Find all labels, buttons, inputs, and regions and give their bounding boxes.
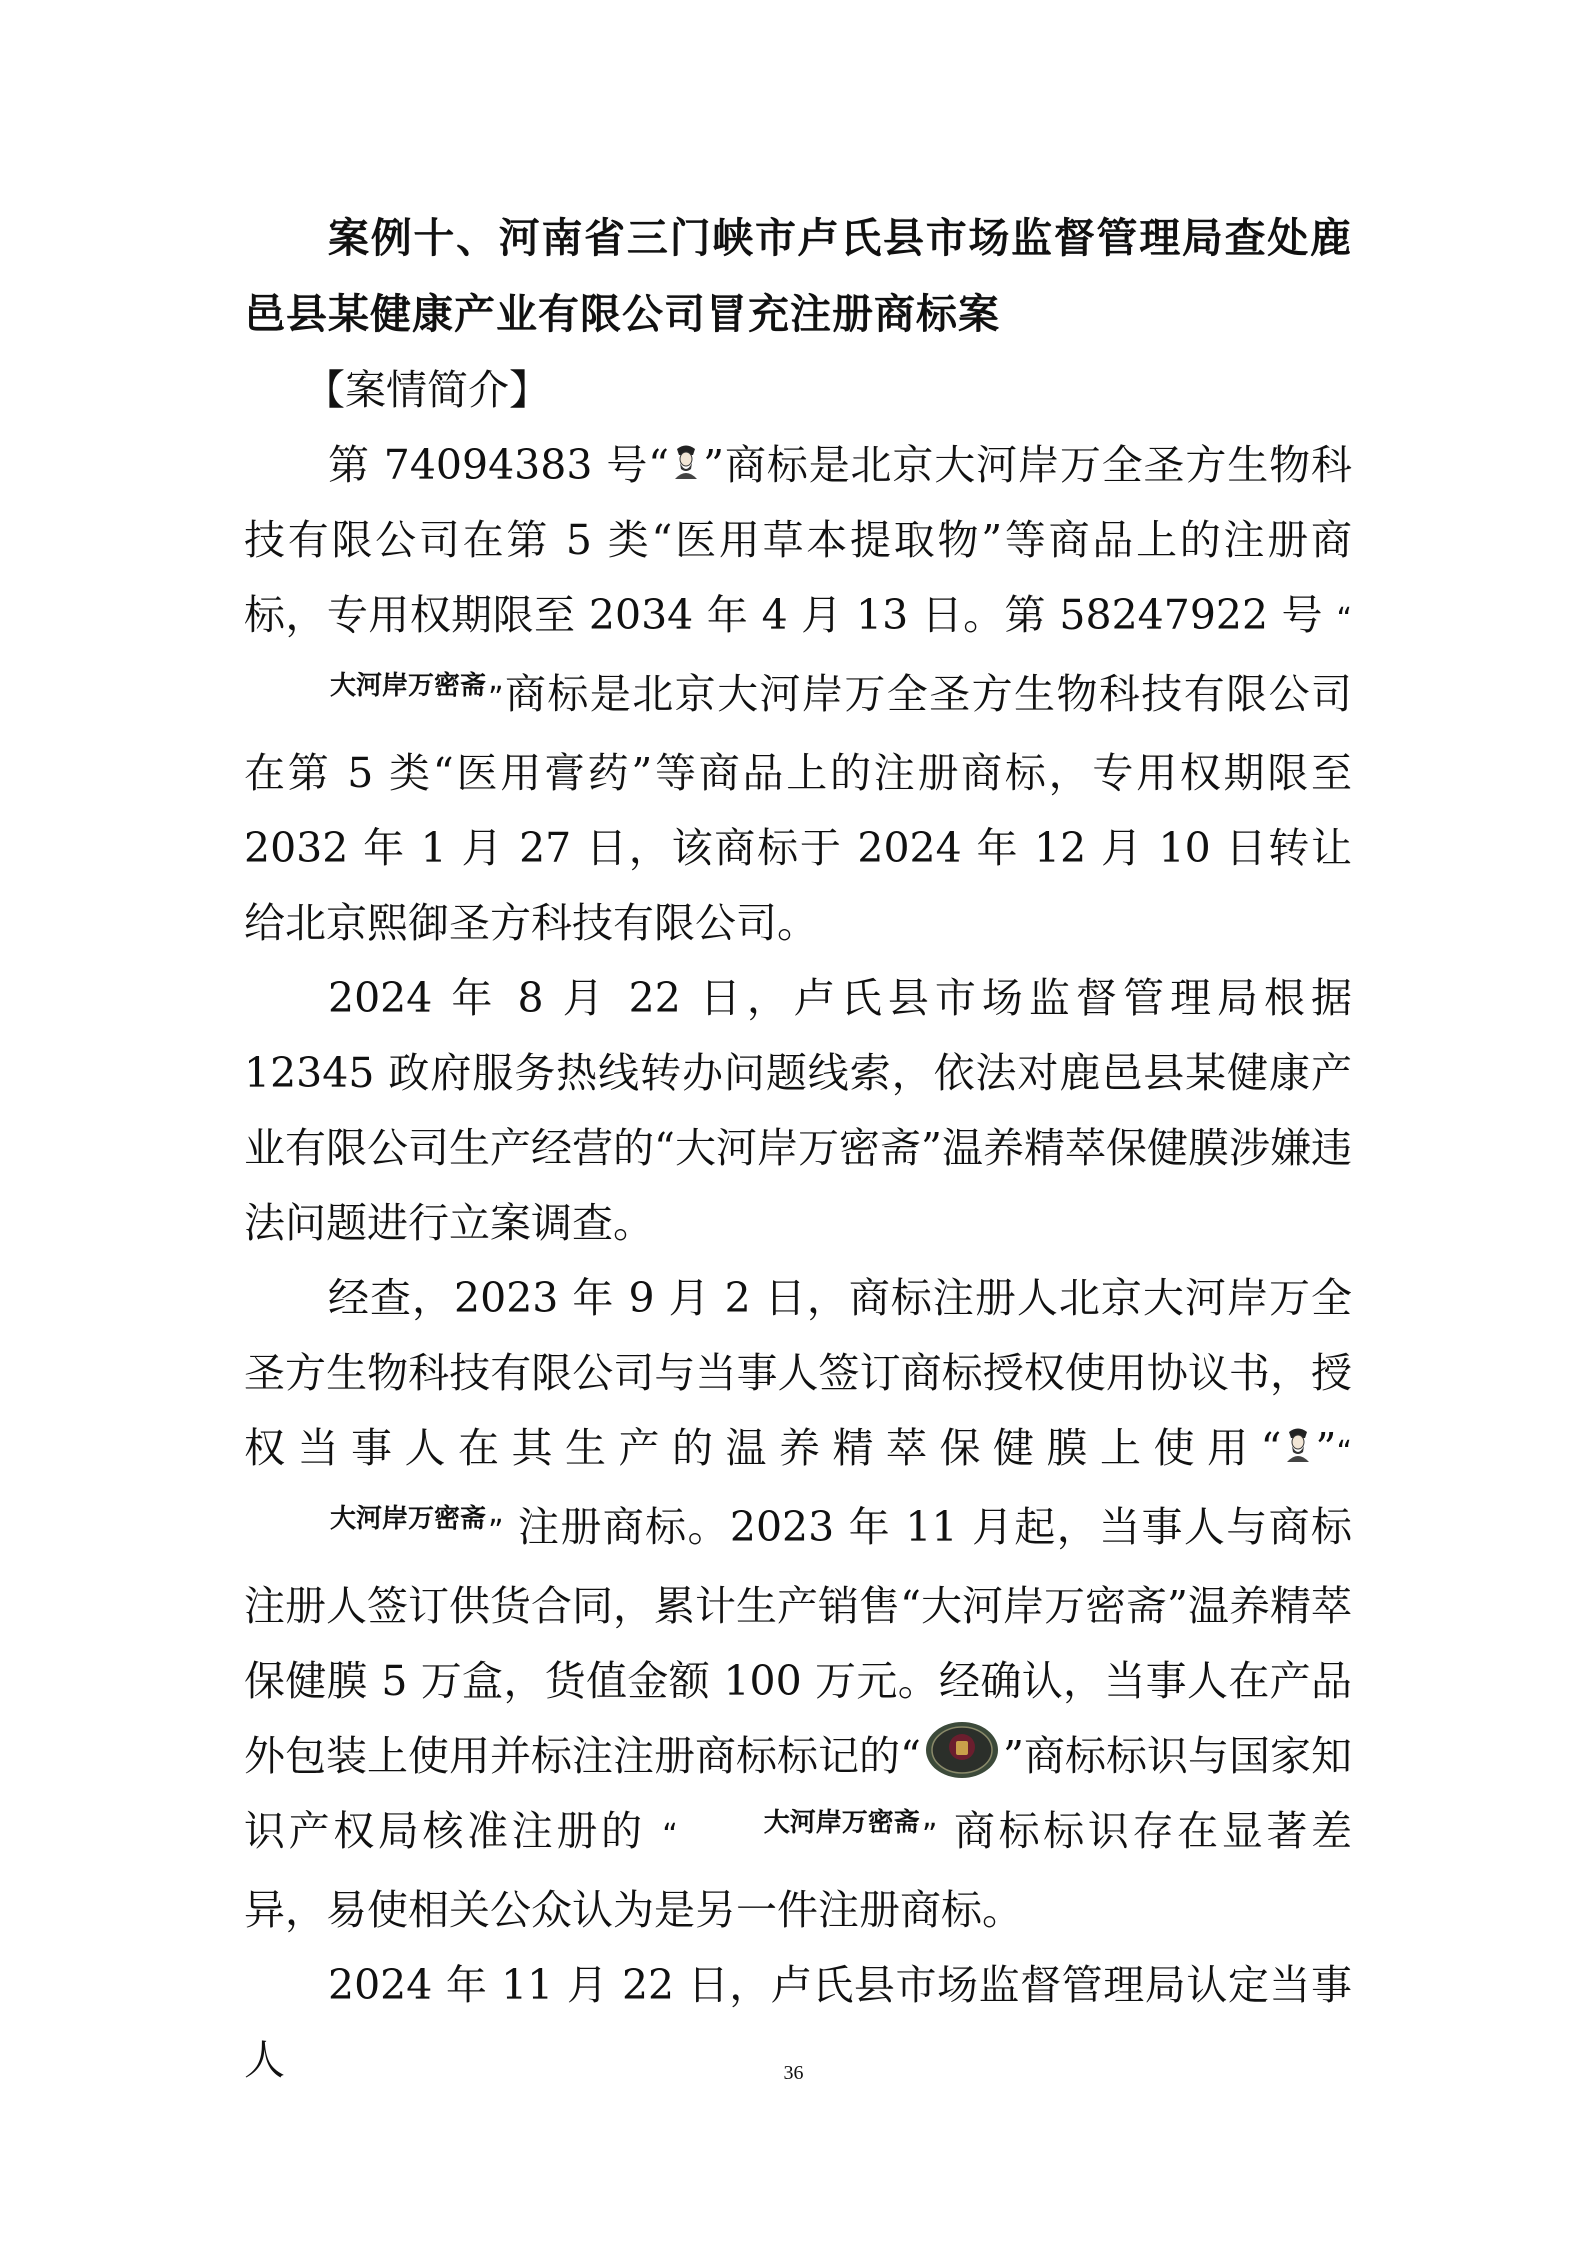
case-title: 案例十、河南省三门峡市卢氏县市场监督管理局查处鹿邑县某健康产业有限公司冒充注册商标案 — [244, 214, 1352, 338]
trademark-wordmark: 大河岸万密斋 — [330, 1503, 487, 1534]
quote-close: ” — [488, 681, 504, 716]
quote-close: ” — [488, 1514, 504, 1549]
document-body — [244, 200, 1352, 2098]
section-heading: 【案情简介】 — [304, 366, 550, 414]
paragraph-investigation: 2024 年 8 月 22 日，卢氏县市场监督管理局根据 12345 政府服务热线转办问题线索，依法对鹿邑县某健康产业有限公司生产经营的“大河岸万密斋”温养精萃保健膜涉嫌违法问题进行立案调查。 — [244, 974, 1352, 1247]
paragraph-trademark-info — [244, 428, 1352, 961]
portrait-trademark-icon — [1283, 1424, 1313, 1464]
quote-open: “ — [662, 1818, 678, 1853]
text-run: ” — [1315, 1424, 1337, 1472]
text-run: 经查，2023 年 9 月 2 日，商标注册人北京大河岸万全圣方生物科技有限公司与当事人签订商标授权使用协议书，授权当事人在其生产的温养精萃保健膜上使用“ — [244, 1274, 1352, 1472]
quote-open: “ — [1336, 602, 1352, 637]
text-run: ”商标是北京大河岸万全圣方生物科技有限公司在第 5 类“医用草本提取物”等商品上的注册商标，专用权期限至 2034 年 4 月 13 日。第 58247922 号 — [244, 441, 1352, 639]
text-run: 第 74094383 号“ — [328, 441, 670, 489]
quote-open: “ — [1336, 1435, 1352, 1470]
portrait-trademark-icon — [671, 441, 701, 481]
text-run: 注册商标。2023 年 11 月起，当事人与商标注册人签订供货合同，累计生产销售“大河岸万密斋”温养精萃保健膜 5 万盒，货值金额 100 万元。经确认，当事人在产品外包装上使用并标注注册商标标记的“ — [244, 1503, 1352, 1780]
page-number: 36 — [783, 2062, 804, 2084]
quote-close: ” — [921, 1818, 938, 1853]
text-run: 商标标识存在显著差异，易使相关公众认为是另一件注册商标。 — [244, 1807, 1352, 1934]
trademark-wordmark: 大河岸万密斋 — [763, 1807, 920, 1838]
paragraph-decision: 2024 年 11 月 22 日，卢氏县市场监督管理局认定当事人 — [244, 1961, 1352, 2084]
text-run: 商标是北京大河岸万全圣方生物科技有限公司在第 5 类“医用膏药”等商品上的注册商标，专用权期限至 2032 年 1 月 27 日，该商标于 2024 年 12 月 10 日转让给北京熙御圣方科技有限公司。 — [244, 670, 1352, 947]
seal-trademark-icon — [923, 1719, 1001, 1781]
paragraph-findings — [244, 1261, 1352, 1948]
trademark-wordmark: 大河岸万密斋 — [330, 670, 487, 701]
text-run: ”商标标识与国家知识产权局核准注册的 — [244, 1732, 1352, 1855]
